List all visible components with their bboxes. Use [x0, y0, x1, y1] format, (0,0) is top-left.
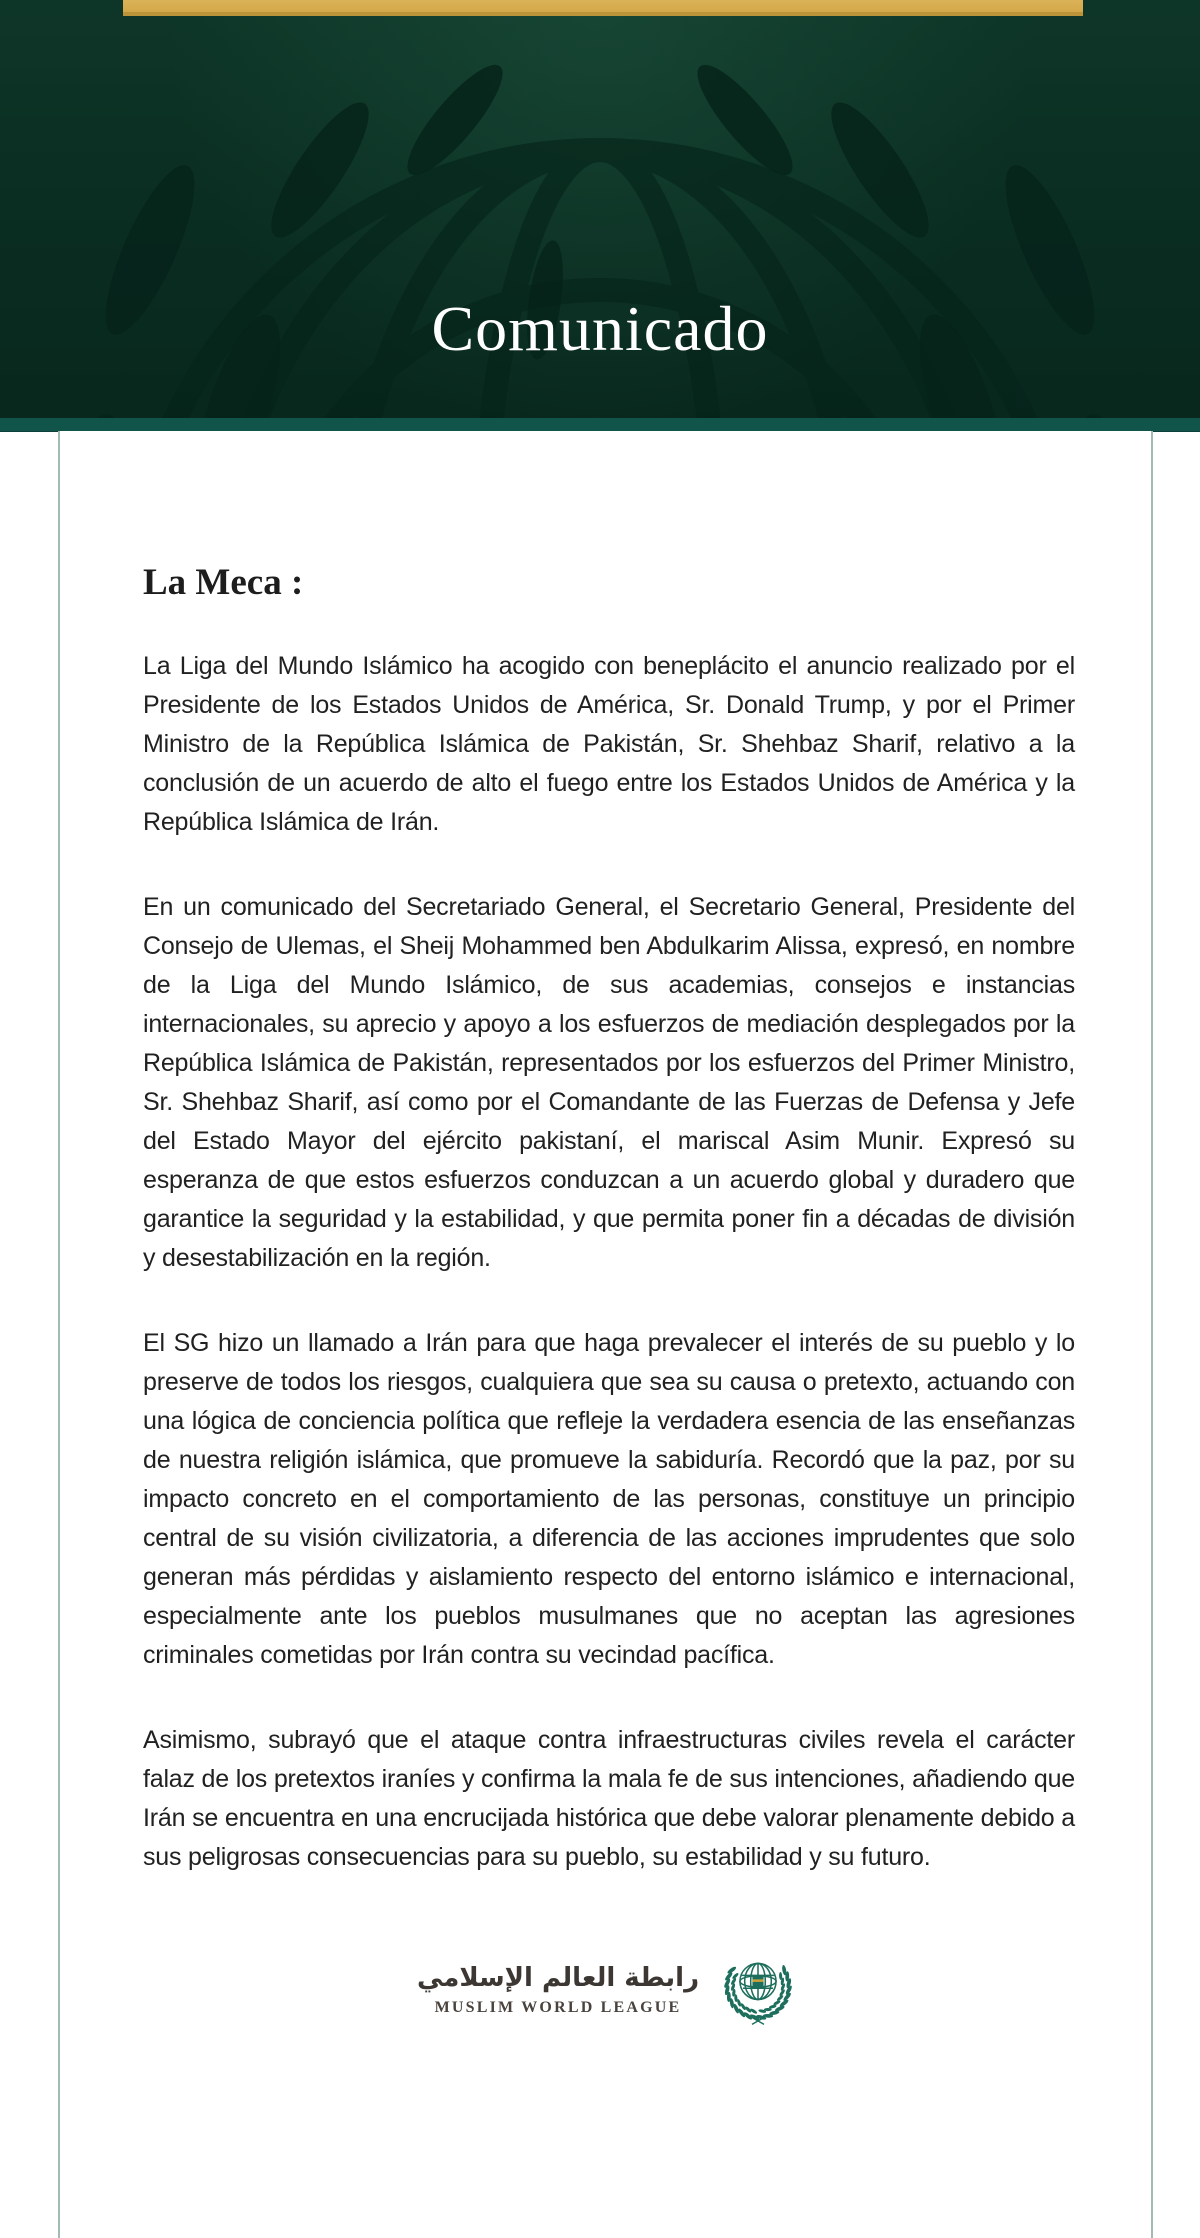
gold-accent-bar — [123, 0, 1083, 16]
header-banner — [0, 0, 1200, 418]
mwl-logo-text — [417, 1962, 699, 2017]
teal-divider-band — [0, 418, 1200, 432]
page-title: Comunicado — [431, 293, 769, 364]
mwl-english-wordmark: MUSLIM WORLD LEAGUE — [434, 1998, 682, 2016]
communique-text — [143, 431, 1075, 2035]
paragraph-3: El SG hizo un llamado a Irán para que haga prevalecer el interés de su pueblo y lo preserve de todos los riesgos, cualquiera que sea su causa o pretexto, actuando con una lógica de conciencia política que refleje la verdadera esencia de las enseñanzas de nuestra religión islámica, que promueve la sabiduría. Recordó que la paz, por su impacto concreto en el comportamiento de las personas, constituye un principio central de su visión civilizatoria, a diferencia de las acciones imprudentes que solo generan más pérdidas y aislamiento respecto del entorno islámico e internacional, especialmente ante los pueblos musulmanes que no aceptan las agresiones criminales cometidas por Irán contra su vecindad pacífica. — [143, 1328, 1075, 1669]
paragraph-1: La Liga del Mundo Islámico ha acogido con beneplácito el anuncio realizado por el Presidente de los Estados Unidos de América, Sr. Donald Trump, y por el Primer Ministro de la República Islámica de Pakistán, Sr. Shehbaz Sharif, relativo a la conclusión de un acuerdo de alto el fuego entre los Estados Unidos de América y la República Islámica de Irán. — [143, 651, 1075, 836]
mwl-logo — [143, 1945, 1075, 2035]
mwl-arabic-calligraphy: رابطة العالم الإسلامي — [416, 1963, 700, 1994]
paragraph-4: Asimismo, subrayó que el ataque contra infraestructuras civiles revela el carácter falaz de los pretextos iraníes y confirma la mala fe de sus intenciones, añadiendo que Irán se encuentra en una encrucijada histórica que debe valorar plenamente debido a sus peligrosas consecuencias para su pueblo, su estabilidad y su futuro. — [143, 1725, 1075, 1871]
content-card — [58, 431, 1153, 2238]
paragraph-2: En un comunicado del Secretariado General, el Secretario General, Presidente del Consejo de Ulemas, el Sheij Mohammed ben Abdulkarim Alissa, expresó, en nombre de la Liga del Mundo Islámico, de sus academias, consejos e instancias internacionales, su aprecio y apoyo a los esfuerzos de mediación desplegados por la República Islámica de Pakistán, representados por los esfuerzos del Primer Ministro, Sr. Shehbaz Sharif, así como por el Comandante de las Fuerzas de Defensa y Jefe del Estado Mayor del ejército pakistaní, el mariscal Asim Munir. Expresó su esperanza de que estos esfuerzos conduzcan a un acuerdo global y duradero que garantice la seguridad y la estabilidad, y que permita poner fin a décadas de división y desestabilización en la región. — [143, 892, 1075, 1272]
mwl-emblem-icon — [715, 1945, 801, 2035]
dateline: La Meca : — [143, 562, 304, 603]
